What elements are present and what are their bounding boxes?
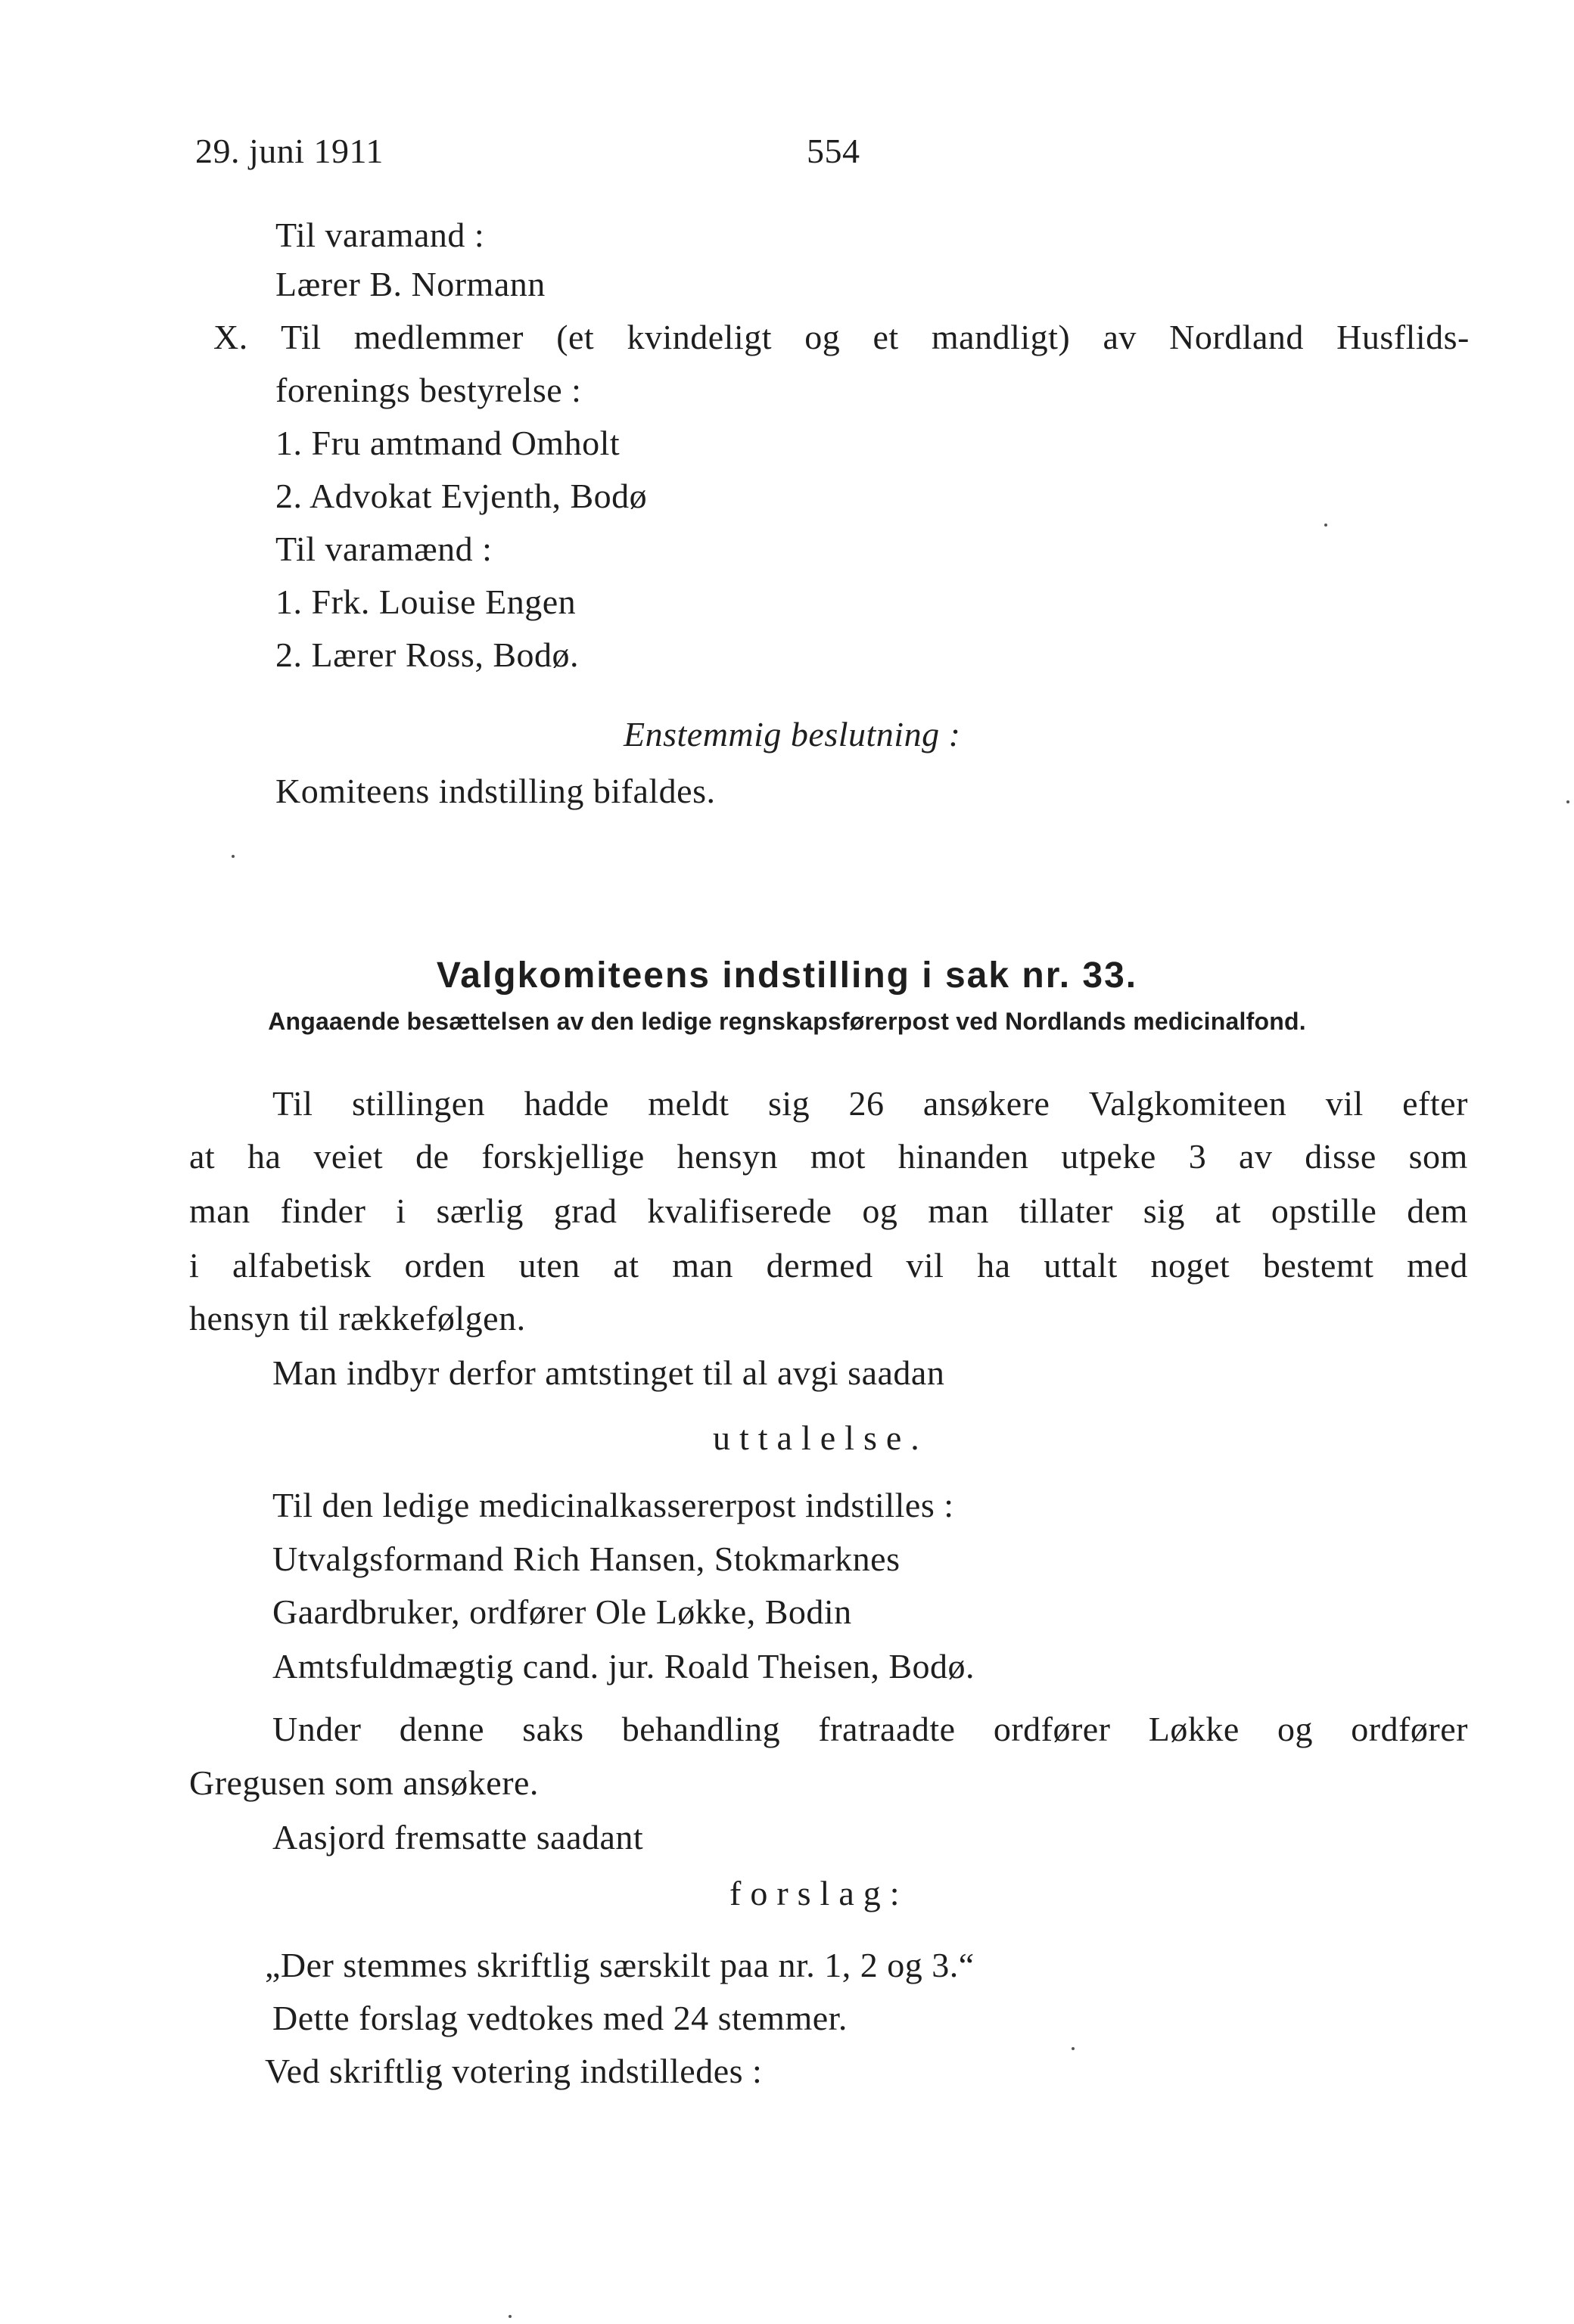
list-item: 1. Fru amtmand Omholt — [275, 424, 621, 462]
text-line: hensyn til rækkefølgen. — [189, 1299, 526, 1338]
page-date: 29. juni 1911 — [195, 132, 384, 170]
word: Til — [272, 1084, 313, 1123]
word: og — [862, 1192, 898, 1230]
text-line: Lærer B. Normann — [275, 265, 546, 303]
word: vil — [1325, 1084, 1364, 1123]
word: fratraadte — [818, 1710, 956, 1748]
page-number: 554 — [807, 132, 860, 170]
word: mandligt) — [931, 318, 1071, 356]
scan-speck — [509, 2315, 512, 2318]
text-line: Aasjord fremsatte saadant — [272, 1818, 644, 1856]
word: ha — [977, 1246, 1011, 1285]
word: behandling — [621, 1710, 781, 1748]
word: dem — [1407, 1192, 1468, 1230]
text-line: Til den ledige medicinalkassererpost indstilles : — [272, 1486, 954, 1524]
word: finder — [280, 1192, 366, 1230]
word: saks — [522, 1710, 584, 1748]
candidate-line: Gaardbruker, ordfører Ole Løkke, Bodin — [272, 1592, 852, 1631]
list-item: 2. Lærer Ross, Bodø. — [275, 635, 579, 674]
word: Nordland — [1169, 318, 1304, 356]
word: Husflids- — [1336, 318, 1470, 356]
word: X. — [213, 318, 248, 356]
word: bestemt — [1262, 1246, 1374, 1285]
justified-line — [272, 1083, 1468, 1125]
word: tillater — [1019, 1192, 1113, 1230]
word: Til — [280, 318, 322, 356]
word: at — [613, 1246, 639, 1285]
word: orden — [404, 1246, 486, 1285]
word: Valgkomiteen — [1088, 1084, 1287, 1123]
word: meldt — [648, 1084, 729, 1123]
word: ha — [247, 1137, 282, 1176]
word: denne — [399, 1710, 485, 1748]
word: kvalifiserede — [647, 1192, 832, 1230]
word: man — [928, 1192, 989, 1230]
justified-line — [272, 1708, 1468, 1751]
word: ordfører — [1351, 1710, 1468, 1748]
text-line: Man indbyr derfor amtstinget til al avgi saadan — [272, 1353, 945, 1392]
scan-speck — [1324, 524, 1327, 527]
word: av — [1239, 1137, 1273, 1176]
word: efter — [1402, 1084, 1468, 1123]
word: forskjellige — [481, 1137, 645, 1176]
word: uten — [518, 1246, 580, 1285]
word: Løkke — [1148, 1710, 1240, 1748]
word: Under — [272, 1710, 362, 1748]
word: veiet — [313, 1137, 384, 1176]
justified-line — [189, 1190, 1468, 1232]
word: og — [804, 318, 841, 356]
word: at — [189, 1137, 216, 1176]
word: mot — [810, 1137, 866, 1176]
word: 26 — [848, 1084, 885, 1123]
centered-keyword: forslag: — [729, 1874, 909, 1912]
justified-line — [189, 1244, 1468, 1287]
word: særlig — [436, 1192, 524, 1230]
word: medlemmer — [353, 318, 524, 356]
word: man — [672, 1246, 733, 1285]
word: opstille — [1271, 1192, 1377, 1230]
list-item: 2. Advokat Evjenth, Bodø — [275, 477, 648, 515]
scan-speck — [1566, 800, 1569, 803]
word: (et — [556, 318, 595, 356]
word: hensyn — [677, 1137, 778, 1176]
word: i — [189, 1246, 200, 1285]
justified-line — [213, 316, 1470, 359]
text-line: Dette forslag vedtokes med 24 stemmer. — [272, 1999, 848, 2037]
word: disse — [1305, 1137, 1376, 1176]
word: et — [873, 318, 899, 356]
word: som — [1408, 1137, 1468, 1176]
word: utpeke — [1061, 1137, 1156, 1176]
word: stillingen — [351, 1084, 486, 1123]
word: at — [1215, 1192, 1241, 1230]
section-heading: Valgkomiteens indstilling i sak nr. 33. — [436, 955, 1138, 996]
text-line: Til varamænd : — [275, 530, 493, 568]
list-item: 1. Frk. Louise Engen — [275, 583, 577, 621]
text-line: Gregusen som ansøkere. — [189, 1763, 539, 1802]
decision-label: Enstemmig beslutning : — [624, 715, 961, 753]
centered-keyword: uttalelse. — [713, 1418, 929, 1457]
word: dermed — [766, 1246, 873, 1285]
word: av — [1103, 318, 1137, 356]
quoted-motion: „Der stemmes skriftlig særskilt paa nr. 1, 2 og 3.“ — [265, 1946, 975, 1984]
word: og — [1277, 1710, 1313, 1748]
word: 3 — [1188, 1137, 1207, 1176]
candidate-line: Amtsfuldmægtig cand. jur. Roald Theisen, Bodø. — [272, 1647, 975, 1686]
text-line: Til varamand : — [275, 216, 485, 254]
word: kvindeligt — [627, 318, 772, 356]
text-line: Ved skriftlig votering indstilledes : — [265, 2052, 763, 2090]
word: med — [1407, 1246, 1468, 1285]
text-line: Komiteens indstilling bifaldes. — [275, 772, 716, 810]
justified-line — [189, 1136, 1468, 1178]
word: uttalt — [1044, 1246, 1118, 1285]
scan-speck — [1072, 2047, 1075, 2050]
word: alfabetisk — [232, 1246, 372, 1285]
word: vil — [906, 1246, 944, 1285]
word: grad — [553, 1192, 617, 1230]
word: i — [396, 1192, 406, 1230]
word: sig — [1143, 1192, 1185, 1230]
section-subheading: Angaaende besættelsen av den ledige regnskapsførerpost ved Nordlands medicinalfond. — [268, 1008, 1306, 1035]
word: de — [415, 1137, 449, 1176]
word: ordfører — [993, 1710, 1111, 1748]
word: sig — [767, 1084, 810, 1123]
text-line: forenings bestyrelse : — [275, 371, 582, 409]
candidate-line: Utvalgsformand Rich Hansen, Stokmarknes — [272, 1539, 901, 1578]
word: noget — [1150, 1246, 1230, 1285]
scan-speck — [232, 855, 235, 858]
word: hadde — [524, 1084, 609, 1123]
word: ansøkere — [922, 1084, 1050, 1123]
word: hinanden — [897, 1137, 1029, 1176]
word: man — [189, 1192, 250, 1230]
